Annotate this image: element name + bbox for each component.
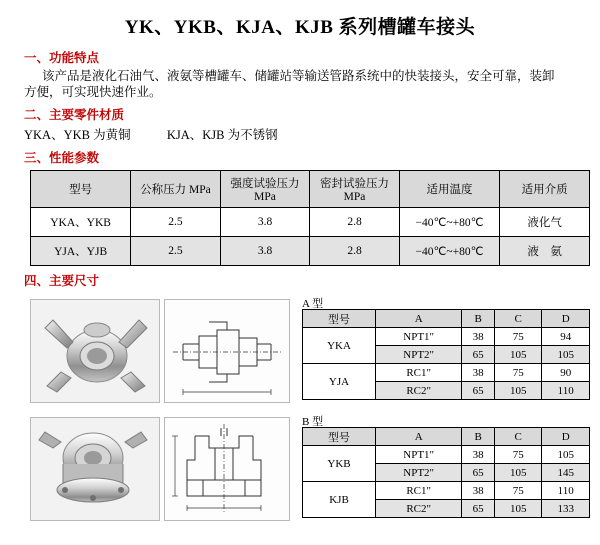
coupling-drawing-a-graphic — [165, 300, 289, 402]
dim-a-r1-c1: NPT2" — [376, 346, 462, 364]
table-header-row — [303, 428, 590, 446]
dim-b-col-2: B — [462, 428, 495, 446]
perf-r1-c4: −40℃~+80℃ — [399, 237, 499, 266]
perf-r1-c2: 3.8 — [220, 237, 310, 266]
perf-r0-c5: 液化气 — [500, 208, 590, 237]
dim-b-r1-c1: NPT2" — [376, 464, 462, 482]
section-heading-performance: 三、性能参数 — [24, 151, 100, 165]
dim-b-r3-c3: 105 — [494, 500, 542, 518]
table-row — [303, 328, 590, 346]
dim-b-r2-c1: RC1" — [376, 482, 462, 500]
dim-b-r3-c2: 65 — [462, 500, 495, 518]
dim-a-r0-c3: 75 — [494, 328, 542, 346]
dim-b-col-1: A — [376, 428, 462, 446]
features-paragraph-line1: 该产品是液化石油气、液氨等槽罐车、储罐站等输送管路系统中的快装接头，安全可靠，装卸 — [42, 69, 555, 83]
materials-left: YKA、YKB 为黄铜 — [24, 128, 131, 142]
dimension-table-b — [302, 427, 590, 518]
perf-r1-c5: 液 氨 — [500, 237, 590, 266]
dim-a-r0-c2: 38 — [462, 328, 495, 346]
dim-b-r0-c1: NPT1" — [376, 446, 462, 464]
perf-r0-c3: 2.8 — [310, 208, 400, 237]
section-heading-dimensions: 四、主要尺寸 — [24, 274, 100, 288]
materials-line — [24, 125, 588, 143]
dim-a-col-3: C — [494, 310, 542, 328]
table-row — [303, 482, 590, 500]
dim-a-r1-c3: 105 — [494, 346, 542, 364]
dim-b-r2-c2: 38 — [462, 482, 495, 500]
coupling-photo-a-graphic — [31, 300, 159, 402]
perf-col-3: 密封试验压力 MPa — [310, 171, 400, 208]
dim-b-r0-model: YKB — [303, 446, 376, 482]
dim-b-col-0: 型号 — [303, 428, 376, 446]
type-a-label: A 型 — [302, 298, 324, 310]
page-title: YK、YKB、KJA、KJB 系列槽罐车接头 — [124, 17, 476, 38]
dim-b-col-4: D — [542, 428, 590, 446]
dim-a-r3-c1: RC2" — [376, 382, 462, 400]
perf-col-1: 公称压力 MPa — [131, 171, 221, 208]
dim-a-r3-c3: 105 — [494, 382, 542, 400]
perf-r0-c1: 2.5 — [131, 208, 221, 237]
dim-a-col-2: B — [462, 310, 495, 328]
dim-b-r0-c3: 75 — [494, 446, 542, 464]
perf-r0-c4: −40℃~+80℃ — [399, 208, 499, 237]
dim-b-r1-c2: 65 — [462, 464, 495, 482]
coupling-drawing-b — [164, 417, 290, 521]
performance-table — [30, 170, 590, 266]
dim-a-r0-model: YKA — [303, 328, 376, 364]
perf-col-0: 型号 — [31, 171, 131, 208]
coupling-photo-b-graphic — [31, 418, 159, 520]
perf-r1-c1: 2.5 — [131, 237, 221, 266]
section-heading-materials: 二、主要零件材质 — [24, 108, 125, 122]
dim-a-r0-c4: 94 — [542, 328, 590, 346]
dim-b-r2-c3: 75 — [494, 482, 542, 500]
dim-a-r2-c4: 90 — [542, 364, 590, 382]
dim-a-r1-c2: 65 — [462, 346, 495, 364]
perf-col-4: 适用温度 — [399, 171, 499, 208]
perf-col-5: 适用介质 — [500, 171, 590, 208]
table-header-row — [31, 171, 590, 208]
coupling-photo-a — [30, 299, 160, 403]
dim-b-r2-model: KJB — [303, 482, 376, 518]
dim-a-r0-c1: NPT1" — [376, 328, 462, 346]
type-b-label: B 型 — [302, 416, 324, 428]
dim-a-r2-c1: RC1" — [376, 364, 462, 382]
perf-col-2: 强度试验压力 MPa — [220, 171, 310, 208]
dim-a-r2-model: YJA — [303, 364, 376, 400]
section-heading-features: 一、功能特点 — [24, 51, 100, 65]
dim-b-r3-c4: 133 — [542, 500, 590, 518]
perf-r0-c0: YKA、YKB — [31, 208, 131, 237]
table-row — [31, 208, 590, 237]
dim-b-r0-c2: 38 — [462, 446, 495, 464]
table-row — [303, 446, 590, 464]
dim-a-r2-c2: 38 — [462, 364, 495, 382]
perf-r1-c0: YJA、YJB — [31, 237, 131, 266]
dim-a-col-4: D — [542, 310, 590, 328]
materials-right: KJA、KJB 为不锈钢 — [166, 128, 278, 142]
dimensions-area — [12, 293, 588, 545]
dim-b-r0-c4: 105 — [542, 446, 590, 464]
coupling-drawing-b-graphic — [165, 418, 289, 520]
dim-b-col-3: C — [494, 428, 542, 446]
coupling-photo-b — [30, 417, 160, 521]
dim-a-col-0: 型号 — [303, 310, 376, 328]
table-row — [31, 237, 590, 266]
table-header-row — [303, 310, 590, 328]
dim-a-col-1: A — [376, 310, 462, 328]
features-paragraph-line2: 方便，可实现快速作业。 — [24, 85, 162, 99]
dim-a-r3-c4: 110 — [542, 382, 590, 400]
dim-a-r2-c3: 75 — [494, 364, 542, 382]
dim-b-r1-c3: 105 — [494, 464, 542, 482]
table-row — [303, 364, 590, 382]
dim-a-r1-c4: 105 — [542, 346, 590, 364]
coupling-drawing-a — [164, 299, 290, 403]
dim-b-r1-c4: 145 — [542, 464, 590, 482]
dimension-table-a — [302, 309, 590, 400]
dim-a-r3-c2: 65 — [462, 382, 495, 400]
perf-r1-c3: 2.8 — [310, 237, 400, 266]
perf-r0-c2: 3.8 — [220, 208, 310, 237]
dim-b-r3-c1: RC2" — [376, 500, 462, 518]
dim-b-r2-c4: 110 — [542, 482, 590, 500]
